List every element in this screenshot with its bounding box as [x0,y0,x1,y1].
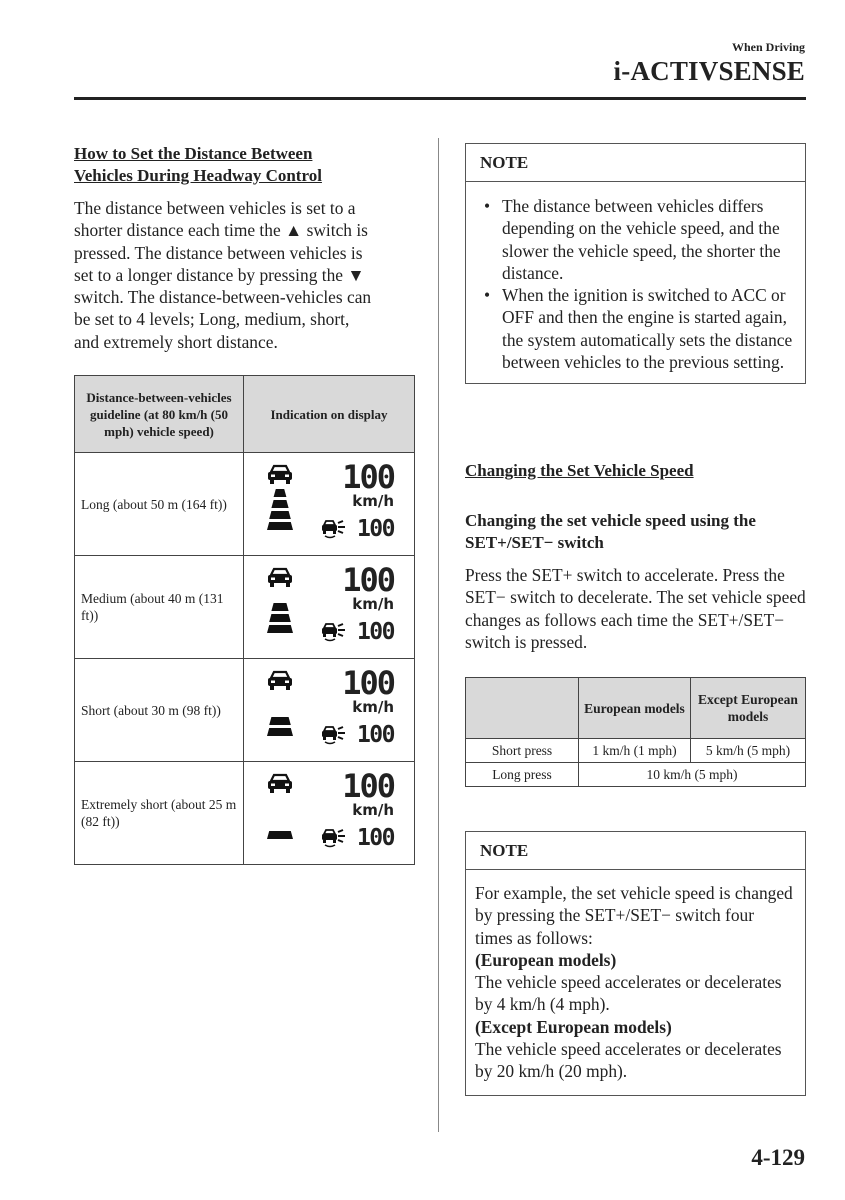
note-except-text: The vehicle speed accelerates or decelerates by 20 km/h (20 mph). [475,1039,782,1082]
speed-table-header-blank [466,678,579,739]
column-divider [438,138,439,1132]
radar-cruise-icon-wrap [321,725,347,745]
note-item [480,284,795,373]
distance-table [74,375,415,865]
vehicle-ahead-icon-wrap [266,669,294,691]
speed-table-cell: 5 km/h (5 mph) [691,739,806,763]
note-heading: NOTE [466,832,805,870]
distance-table-header-guideline: Distance-between-vehicles guideline (at 80 km/h (50 mph) vehicle speed) [75,376,244,453]
instrument-display [244,659,414,761]
note-list [466,182,805,383]
display-set-speed: 100 [356,825,394,851]
distance-bars [266,796,294,845]
distance-heading-line1: How to Set the Distance Between [74,144,313,163]
radar-cruise-icon [321,622,347,642]
vehicle-ahead-icon [266,566,294,588]
note-heading: NOTE [466,144,805,182]
table-row [75,556,415,659]
vehicle-ahead-icon [266,669,294,691]
distance-heading [74,143,416,187]
paragraph-line: shorter distance each time the ▲ switch is [74,220,368,241]
table-row [75,762,415,865]
note-european-text: The vehicle speed accelerates or decelerates by 4 km/h (4 mph). [475,972,782,1015]
header-title: i-ACTIVSENSE [613,56,805,86]
note-box-example [465,831,806,1096]
display-indication [244,556,415,659]
speed-table-cell: 1 km/h (1 mph) [579,739,691,763]
vehicle-ahead-icon [266,772,294,794]
radar-cruise-icon-wrap [321,828,347,848]
speed-table-header-except: Except European models [691,678,806,739]
change-speed-paragraph: Press the SET+ switch to accelerate. Press the SET− switch to decelerate. The set vehicle speed changes as follows each time the SET+/SET− switch is pressed. [465,565,806,652]
instrument-display [244,762,414,864]
table-row [75,659,415,762]
distance-paragraph [74,197,416,353]
distance-bars-icon [266,590,294,634]
header-section-label: When Driving [731,40,805,54]
table-row [466,739,806,763]
note-item-text: The distance between vehicles differs depending on the vehicle speed, and the slower the vehicle speed, the shorter the distance. [502,196,781,283]
distance-label: Short (about 30 m (98 ft)) [75,659,244,762]
distance-label: Long (about 50 m (164 ft)) [75,453,244,556]
speed-table-cell: Short press [466,739,579,763]
display-speed: 100 [342,561,394,599]
distance-bars-icon [266,693,294,737]
change-speed-section [465,460,807,653]
bullet-icon: • [484,285,491,306]
display-speed: 100 [342,664,394,702]
header-rule [74,97,806,100]
paragraph-line: switch. The distance-between-vehicles can [74,287,372,308]
radar-cruise-icon [321,725,347,745]
left-column [74,143,416,353]
display-set-speed: 100 [356,516,394,542]
change-speed-subheading: Changing the set vehicle speed using the SET+/SET− switch [465,511,756,552]
paragraph-line: and extremely short distance. [74,331,278,352]
display-set-speed: 100 [356,722,394,748]
radar-cruise-icon-wrap [321,622,347,642]
distance-heading-line2: Vehicles During Headway Control [74,166,322,185]
speed-table-header-european: European models [579,678,691,739]
distance-bars [266,487,294,536]
table-row [466,763,806,787]
page-number: 4-129 [751,1145,805,1170]
display-indication [244,762,415,865]
note-box-distance [465,143,806,384]
display-indication [244,453,415,556]
instrument-display [244,453,414,555]
paragraph-line: be set to 4 levels; Long, medium, short, [74,309,350,330]
speed-table [465,677,806,787]
radar-cruise-icon-wrap [321,519,347,539]
speed-table-cell: Long press [466,763,579,787]
distance-bars-icon [266,487,294,531]
radar-cruise-icon [321,828,347,848]
note-except-label: (Except European models) [475,1016,672,1037]
bullet-icon: • [484,196,491,216]
distance-label: Extremely short (about 25 m (82 ft)) [75,762,244,865]
speed-table-cell: 10 km/h (5 mph) [579,763,806,787]
note-body [466,870,805,1095]
radar-cruise-icon [321,519,347,539]
paragraph-line: The distance between vehicles is set to a [74,198,356,218]
display-unit: km/h [352,698,394,716]
display-unit: km/h [352,801,394,819]
vehicle-ahead-icon-wrap [266,772,294,794]
note-item-text: When the ignition is switched to ACC or OFF and then the engine is started again, the system automatically sets the distance between vehicles to the previous setting. [502,285,793,373]
paragraph-line: set to a longer distance by pressing the ▼ [74,264,365,285]
vehicle-ahead-icon-wrap [266,566,294,588]
distance-bars-icon [266,796,294,840]
paragraph-line: pressed. The distance between vehicles is [74,242,363,263]
note-european-label: (European models) [475,949,617,970]
display-speed: 100 [342,767,394,805]
vehicle-ahead-icon-wrap [266,463,294,485]
vehicle-ahead-icon [266,463,294,485]
distance-label: Medium (about 40 m (131 ft)) [75,556,244,659]
change-speed-heading: Changing the Set Vehicle Speed [465,461,694,480]
note-intro: For example, the set vehicle speed is changed by pressing the SET+/SET− switch four times as follows: [475,883,793,948]
distance-table-header-display: Indication on display [244,376,415,453]
table-row [75,453,415,556]
distance-bars [266,590,294,639]
distance-bars [266,693,294,742]
display-unit: km/h [352,595,394,613]
display-speed: 100 [342,458,394,496]
note-item [480,195,795,284]
instrument-display [244,556,414,658]
display-indication [244,659,415,762]
display-unit: km/h [352,492,394,510]
display-set-speed: 100 [356,619,394,645]
